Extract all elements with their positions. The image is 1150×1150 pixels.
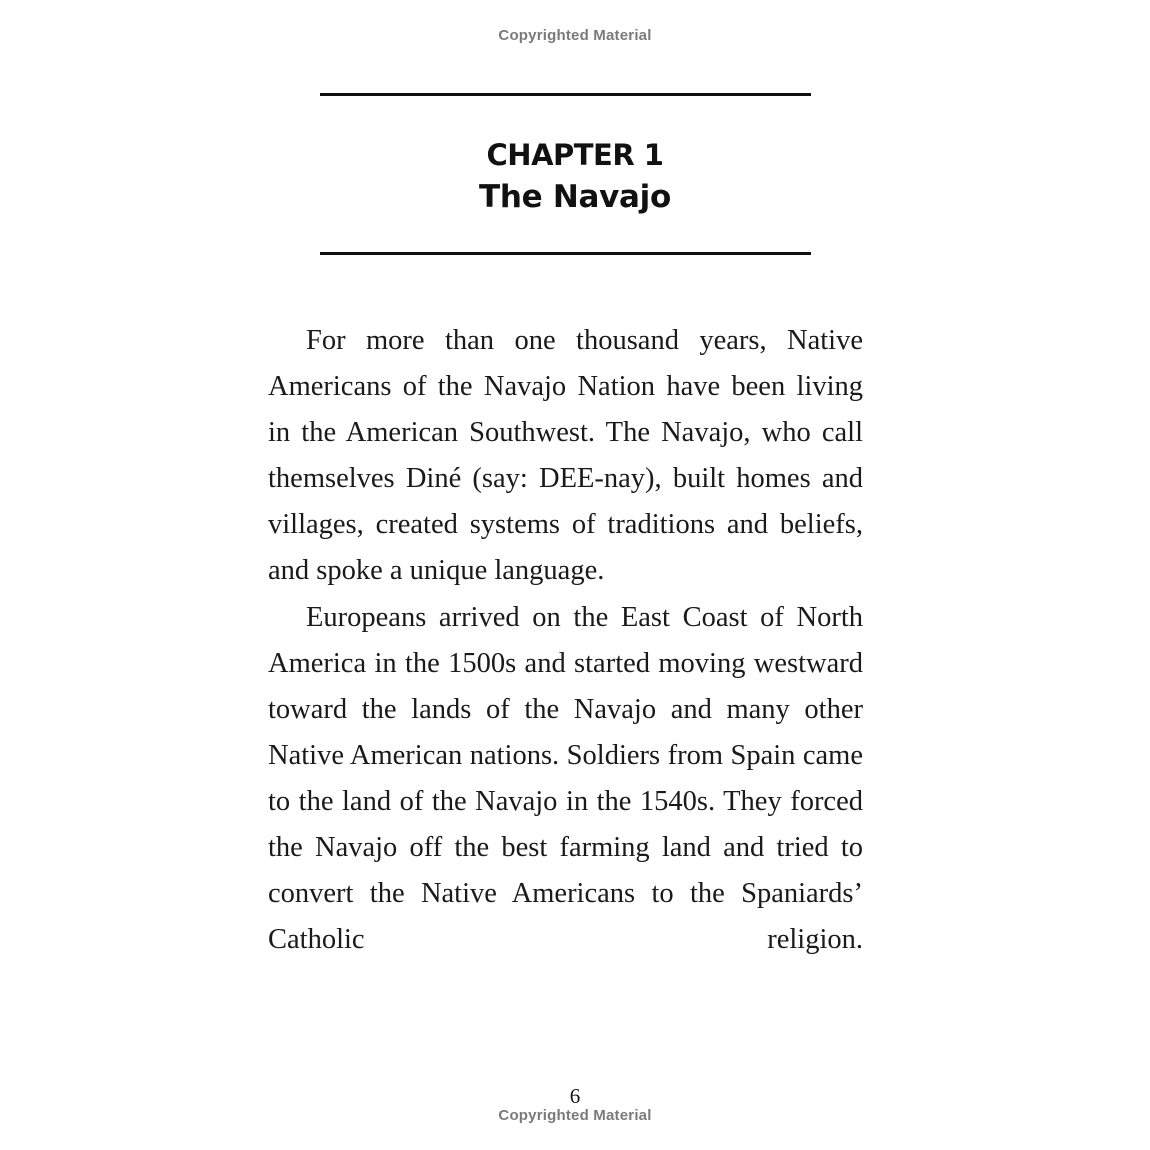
copyright-watermark-top: Copyrighted Material: [498, 27, 652, 44]
chapter-body: [268, 318, 863, 963]
heading-divider-top: [320, 93, 811, 96]
body-paragraph: For more than one thousand years, Native Americans of the Navajo Nation have been living in the American Southwest. The Navajo, who call themselves Diné (say: DEE-nay), built homes and villages, created systems of traditions and beliefs, and spoke a unique language.: [268, 325, 863, 587]
copyright-watermark-bottom: Copyrighted Material: [498, 1107, 652, 1124]
page-number: 6: [569, 1084, 581, 1108]
body-paragraph: Europeans arrived on the East Coast of North America in the 1500s and started moving westward toward the lands of the Navajo and many other Native American nations. Soldiers from Spain came to the land of the Navajo in the 1540s. They forced the Navajo off the best farming land and tried to convert the Native Americans to the Spaniards’ Catholic religion.: [268, 601, 863, 956]
chapter-title: The Navajo: [479, 179, 671, 215]
heading-divider-bottom: [320, 252, 811, 255]
chapter-number: CHAPTER 1: [486, 138, 664, 172]
